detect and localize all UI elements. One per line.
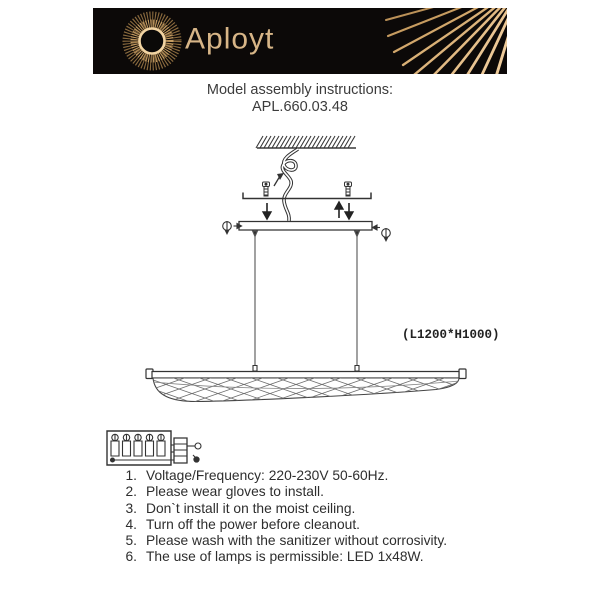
instructions-list	[117, 468, 537, 566]
cord-grip-icon	[194, 457, 199, 462]
direction-arrows	[263, 202, 353, 219]
canopy	[239, 222, 372, 231]
instruction-item	[117, 468, 537, 484]
instruction-number: 6.	[125, 549, 137, 565]
lamp-bar	[110, 369, 510, 404]
instruction-item	[117, 533, 537, 549]
dimension-label: (L1200*H1000)	[402, 328, 500, 342]
instruction-item	[117, 484, 537, 500]
instruction-item	[117, 549, 537, 565]
title-block	[0, 82, 600, 116]
brand-banner	[93, 8, 507, 74]
connector-ring-icon	[195, 443, 201, 449]
gold-rays-icon	[367, 8, 507, 74]
instruction-text: Voltage/Frequency: 220-230V 50-60Hz.	[146, 468, 389, 483]
instruction-text: The use of lamps is permissible: LED 1x48W.	[146, 549, 424, 565]
page-title: Model assembly instructions:	[206, 82, 394, 98]
instruction-number: 2.	[125, 484, 137, 500]
ceiling	[256, 136, 356, 148]
mounting-bracket	[243, 193, 371, 199]
power-cord	[274, 149, 298, 221]
brand-text: Aployt	[185, 22, 275, 56]
instruction-text: Turn off the power before cleanout.	[146, 516, 360, 532]
assembly-diagram	[90, 126, 510, 420]
sunburst-icon	[119, 9, 185, 73]
driver-unit	[174, 438, 187, 463]
instruction-number: 3.	[125, 500, 137, 516]
instruction-text: Please wear gloves to install.	[146, 484, 324, 500]
instruction-text: Don`t install it on the moist ceiling.	[146, 500, 356, 516]
instruction-number: 5.	[125, 533, 137, 549]
instruction-number: 1.	[125, 468, 137, 483]
instruction-item	[117, 501, 537, 517]
model-number: APL.660.03.48	[252, 99, 348, 115]
suspension-wires	[253, 230, 360, 371]
instruction-number: 4.	[125, 516, 137, 532]
instruction-text: Please wash with the sanitizer without corrosivity.	[146, 533, 448, 549]
instruction-item	[117, 517, 537, 533]
